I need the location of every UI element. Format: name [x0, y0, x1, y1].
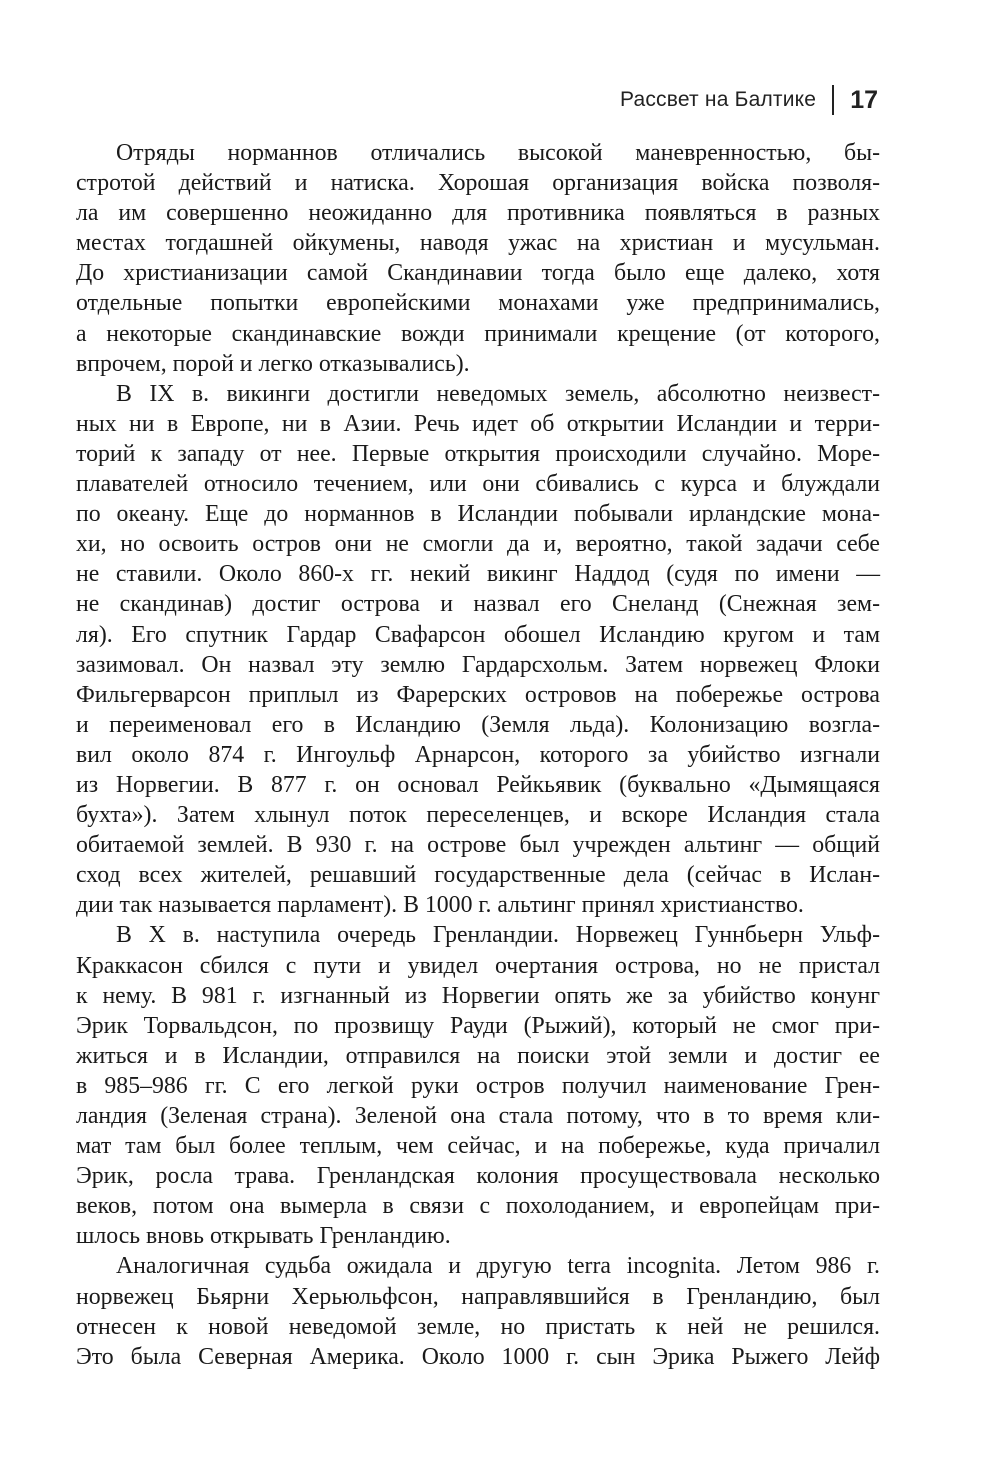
- text-line: зазимовал. Он назвал эту землю Гардарсхольм. Затем норвежец Флоки: [76, 651, 880, 678]
- text-line: плавателей относило течением, или они сбивались с курса и блуждали: [76, 471, 880, 498]
- text-line: Эрик, росла трава. Гренландская колония просуществовала несколько: [76, 1163, 880, 1190]
- text-line: Это была Северная Америка. Около 1000 г. сын Эрика Рыжего Лейф: [76, 1343, 880, 1370]
- text-line: местах тогдашней ойкумены, наводя ужас на христиан и мусульман.: [76, 230, 880, 257]
- paragraph: [76, 1251, 880, 1371]
- text-line: а некоторые скандинавские вожди принимали крещение (от которого,: [76, 320, 880, 347]
- text-line: ландия (Зеленая страна). Зеленой она стала потому, что в то время кли-: [76, 1103, 880, 1129]
- text-line: к нему. В 981 г. изгнанный из Норвегии опять же за убийство конунг: [76, 982, 880, 1009]
- text-line: ла им совершенно неожиданно для противника появляться в разных: [76, 200, 880, 227]
- text-line: ля). Его спутник Гардар Свафарсон обошел Исландию кругом и там: [76, 621, 880, 648]
- text-line: впрочем, порой и легко отказывались).: [76, 350, 470, 377]
- text-line: хи, но освоить остров они не смогли да и, вероятно, такой задачи себе: [76, 531, 880, 558]
- text-line: Отряды норманнов отличались высокой маневренностью, бы-: [116, 140, 880, 166]
- text-line: норвежец Бьярни Херьюльфсон, направлявшийся в Гренландию, был: [76, 1283, 880, 1310]
- text-line: вил около 874 г. Ингоульф Арнарсон, которого за убийство изгнали: [76, 741, 880, 768]
- text-line: по океану. Еще до норманнов в Исландии побывали ирландские мона-: [76, 501, 880, 528]
- paragraph: [76, 138, 880, 379]
- header-divider: [832, 85, 834, 115]
- text-line: и переименовал его в Исландию (Земля льда). Колонизацию возгла-: [76, 711, 880, 738]
- paragraph: [76, 379, 880, 921]
- text-line: Аналогичная судьба ожидала и другую terra incognita. Летом 986 г.: [116, 1253, 880, 1280]
- text-line: бухта»). Затем хлынул поток переселенцев, и вскоре Исландия стала: [76, 802, 880, 829]
- page-number: 17: [850, 85, 878, 114]
- text-line: Эрик Торвальдсон, по прозвищу Рауди (Рыжий), который не смог при-: [76, 1012, 880, 1039]
- text-line: не скандинав) достиг острова и назвал его Снеланд (Снежная зем-: [76, 591, 880, 618]
- text-line: В IX в. викинги достигли неведомых земель, абсолютно неизвест-: [116, 380, 880, 407]
- text-line: обитаемой землей. В 930 г. на острове был учрежден альтинг — общий: [76, 832, 880, 859]
- text-line: веков, потом она вымерла в связи с похолоданием, и европейцам при-: [76, 1193, 880, 1220]
- text-line: из Норвегии. В 877 г. он основал Рейкьявик (буквально «Дымящаяся: [76, 771, 880, 798]
- text-line: сход всех жителей, решавший государственные дела (сейчас в Ислан-: [76, 862, 880, 889]
- body-text: [76, 138, 880, 1372]
- text-line: мат там был более теплым, чем сейчас, и на побережье, куда причалил: [76, 1133, 880, 1160]
- text-line: ных ни в Европе, ни в Азии. Речь идет об открытии Исландии и терри-: [76, 410, 880, 437]
- running-title: Рассвет на Балтике: [619, 88, 817, 111]
- text-line: шлось вновь открывать Гренландию.: [76, 1223, 451, 1250]
- text-line: Краккасон сбился с пути и увидел очертания острова, но не пристал: [76, 952, 880, 979]
- text-line: отнесен к новой неведомой земле, но пристать к ней не решился.: [76, 1313, 880, 1340]
- text-line: В X в. наступила очередь Гренландии. Норвежец Гуннбьерн Ульф-: [116, 922, 880, 949]
- text-line: житься и в Исландии, отправился на поиски этой земли и достиг ее: [76, 1042, 880, 1069]
- running-head: [620, 82, 878, 118]
- text-line: Фильгерварсон приплыл из Фарерских островов на побережье острова: [76, 681, 880, 708]
- text-line: не ставили. Около 860-х гг. некий викинг Наддод (судя по имени —: [76, 561, 880, 588]
- text-line: торий к западу от нее. Первые открытия происходили случайно. Море-: [76, 440, 880, 467]
- text-line: в 985–986 гг. С его легкой руки остров получил наименование Грен-: [76, 1072, 880, 1099]
- text-line: отдельные попытки европейскими монахами уже предпринимались,: [76, 290, 880, 317]
- paragraph: [76, 920, 880, 1251]
- text-line: дии так называется парламент). В 1000 г. альтинг принял христианство.: [76, 892, 804, 919]
- text-line: стротой действий и натиска. Хорошая организация войска позволя-: [76, 170, 880, 197]
- text-line: До христианизации самой Скандинавии тогда было еще далеко, хотя: [76, 260, 880, 287]
